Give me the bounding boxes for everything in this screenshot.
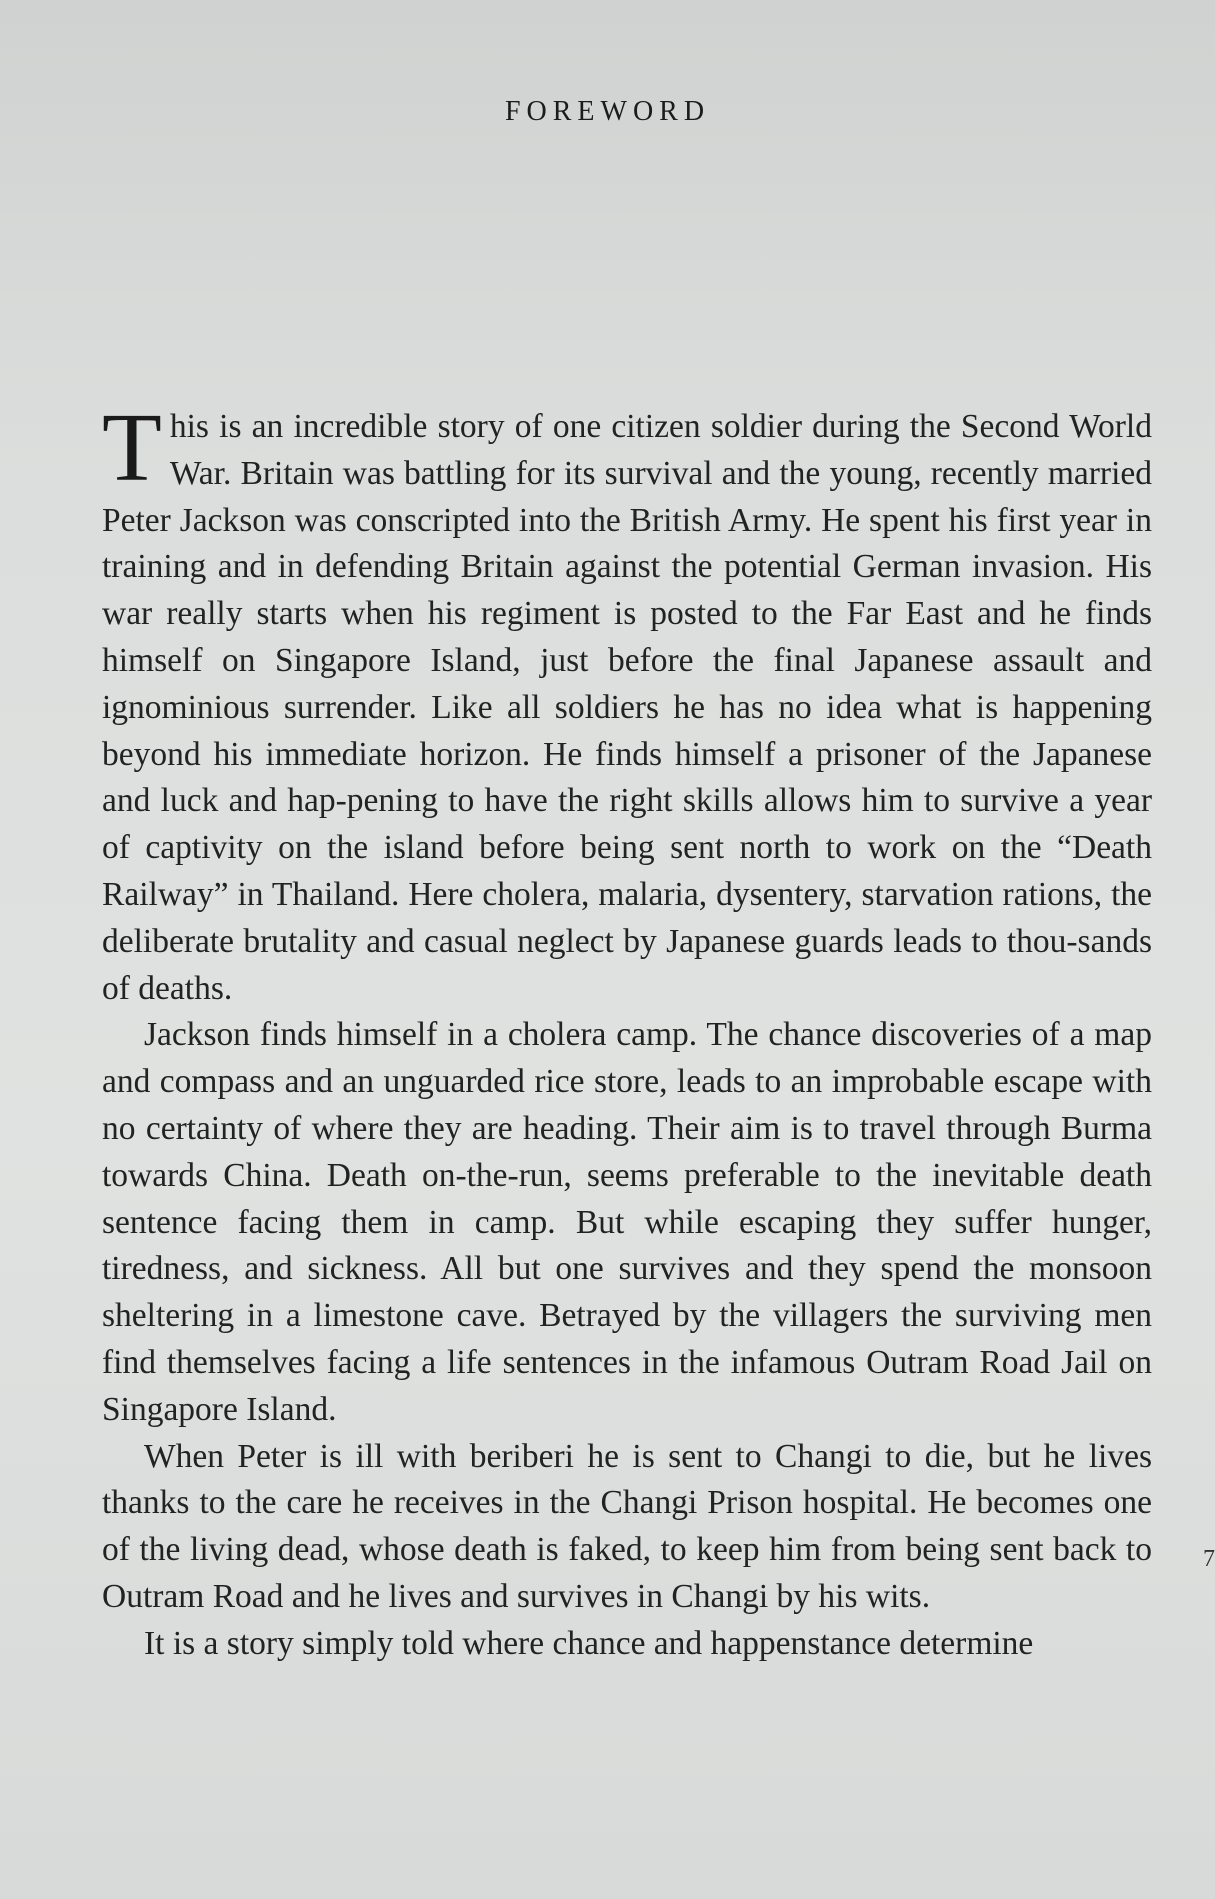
drop-cap: T	[102, 394, 162, 502]
paragraph-3: When Peter is ill with beriberi he is sent to Changi to die, but he lives thanks to the care he receives in the Changi Prison hospital. He becomes one of the living dead, whose death is faked, to keep him from being sent back to Outram Road and he lives and survives in Changi by his wits.	[102, 1437, 1152, 1615]
paragraph-4: It is a story simply told where chance and happenstance determine	[144, 1624, 1034, 1662]
page-title: FOREWORD	[504, 96, 711, 127]
paragraph-1-text: his is an incredible story of one citizen soldier during the Second World War. Britain was battling for its survival and the young, recently married Peter Jackson was conscripted into the British Army. He spent his first year in training and in defending Britain against the potential German invasion. His war really starts when his regiment is posted to the Far East and he finds himself on Singapore Island, just before the final Japanese assault and ignominious surrender. Like all soldiers he has no idea what is happening beyond his immediate horizon. He finds himself a prisoner of the Japanese and luck and hap-pening to have the right skills allows him to survive a year of captivity on the island before being sent north to work on the “Death Railway” in Thailand. Here cholera, malaria, dysentery, starvation rations, the deliberate brutality and casual neglect by Japanese guards leads to thou-sands of deaths.	[102, 408, 1152, 1007]
paragraph-2: Jackson finds himself in a cholera camp. The chance discoveries of a map and compass and an unguarded rice store, leads to an improbable escape with no certainty of where they are heading. Their aim is to travel through Burma towards China. Death on-the-run, seems preferable to the inevitable death sentence facing them in camp. But while escaping they suffer hunger, tiredness, and sickness. All but one survives and they spend the monsoon sheltering in a limestone cave. Betrayed by the villagers the surviving men find themselves facing a life sentences in the infamous Outram Road Jail on Singapore Island.	[102, 1016, 1152, 1428]
paragraph-1	[102, 394, 1152, 1012]
page-number: 7	[1203, 1546, 1215, 1572]
foreword-body	[102, 394, 1152, 1668]
